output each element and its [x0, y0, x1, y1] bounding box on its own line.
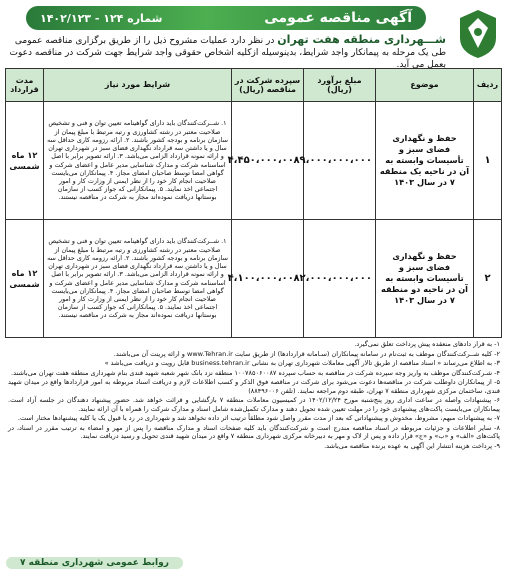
col-deposit: سپرده شرکت در مناقصه (ریال): [232, 69, 304, 102]
tender-table: [5, 68, 502, 338]
note-item: ۵- از پیمانکاران داوطلب شرکت در مناقصه‌ها دعوت می‌شود برای شرکت در مناقصه فوق الذکر و کسب اطلاعات لازم و دریافت اسناد مربوطه به امور قراردادها واقع در میدان شهید قندی، ساختمان مرکزی شهرداری منطقه ۷ تهران، طبقه دوم مراجعه نمایند. (تلفن ۸۸۴۹۶۰۰۶): [8, 378, 500, 395]
row-subject: حفظ و نگهداری فضای سبز و تأسیسات وابسته به آن در ناحیه دو منطقه ۷ در سال ۱۴۰۳: [376, 220, 474, 338]
col-estimate: مبلغ برآورد (ریال): [304, 69, 376, 102]
notice-title: آگهی مناقصه عمومی: [264, 10, 412, 26]
note-item: ۱- به قرار دادهای منعقده پیش پرداخت تعلق نمی‌گیرد.: [354, 340, 500, 348]
col-subject: موضوع: [376, 69, 474, 102]
org-name: شـــهرداری منطقه هفت تهران: [277, 33, 446, 46]
notice-number: شماره ۱۲۴ - ۱۴۰۲/۱۲۳: [40, 11, 163, 25]
row-conditions: ۱. شــرکت‌کنندگان باید دارای گواهینامه تعیین توان و فنی و تشخیص صلاحیت معتبر در رشته کشاورزی و رتبه مرتبط با مبلغ پیمان از سازمان برنامه و بودجه کشور باشند. ۲. ارائه رزومه کاری حداقل سه سال و یا داشتن سه قرارداد نگهداری فضای سبز در شهرداری تهران و ارائه نمونه قرارداد الزامی می‌باشد. ۳. ارائه تصویر برابر با اصل اساسنامه شرکت و مدارک شناسایی مدیر عامل و اعضای شرکت و گواهی امضا توسط صاحبان امضای مجاز. ۴. پیمانکاران می‌بایست صلاحیت انجام کار خود را از نظر ایمنی از وزارت کار و امور اجتماعی اخذ نمایند. ۵. پیمانکارانی که جواز کسب از سازمان بوستانها دریافت نموده‌اند مجاز به شرکت در مناقصه نیستند.: [44, 220, 232, 338]
note-item: ۳- به اطلاع می‌رساند « اسناد مناقصه از طریق تالار آگهی معاملات شهرداری تهران به نشانی business.tehran.ir قابل رویت و دریافت می‌باشد »: [104, 359, 500, 367]
col-duration: مدت قرارداد: [6, 69, 44, 102]
org-intro: [6, 34, 446, 71]
row-conditions: ۱. شــرکت‌کنندگان باید دارای گواهینامه تعیین توان و فنی و تشخیص صلاحیت معتبر در رشته کشاورزی و رتبه مرتبط با مبلغ پیمان از سازمان برنامه و بودجه کشور باشند. ۲. ارائه رزومه کاری حداقل سه سال و یا داشتن سه قرارداد نگهداری فضای سبز در شهرداری تهران و ارائه نمونه قرارداد الزامی می‌باشد. ۳. ارائه تصویر برابر با اصل اساسنامه شرکت و مدارک شناسایی مدیر عامل و اعضای شرکت و گواهی امضا توسط صاحبان امضای مجاز. ۴. پیمانکاران می‌بایست صلاحیت انجام کار خود را از نظر ایمنی از وزارت کار و امور اجتماعی اخذ نمایند. ۵. پیمانکارانی که جواز کسب از سازمان بوستانها دریافت نموده‌اند مجاز به شرکت در مناقصه نیستند.: [44, 102, 232, 220]
row-subject: حفظ و نگهداری فضای سبز و تأسیسات وابسته به آن در ناحیه یک منطقه ۷ در سال ۱۴۰۳: [376, 102, 474, 220]
row-duration: ۱۲ ماه شمسی: [6, 220, 44, 338]
municipality-logo-icon: [456, 8, 500, 60]
row-deposit: ۴،۴۵۰،۰۰۰،۰۰۰: [232, 102, 304, 220]
row-number: ۱: [474, 102, 502, 220]
note-item: ۶- پیشنهادات واصله در ساعت اداری روز پنج‌شنبه مورخ ۱۴۰۲/۱۲/۲۴ در کمیسیون معاملات منطقه ۷ بازگشایی و قرائت خواهد شد. حضور پیشنهاد دهندگان در جلسه آزاد است. پیمانکاران می‌بایست پاکت‌های پیشنهادی خود را در مهلت تعیین شده تحویل دهند و مدارک تکمیل‌شده شامل اسناد و مدارک شرکت را همراه با آن ارائه نمایند.: [8, 396, 501, 413]
note-item: ۴- شـرکت‌کنندگان موظف به واریز وجه سپرده شرکت در مناقصه به حساب سپرده ۱۰۰۷۸۵۰۶۰۰۸۷ منطقه نزد بانک شهر شعبه شهید قندی بنام شهرداری منطقه هفت تهران می‌باشند.: [11, 368, 500, 377]
public-relations-signature: روابط عمومی شهرداری منطقه ۷: [6, 557, 183, 569]
row-estimate: ۸۲،۰۰۰،۰۰۰،۰۰۰: [304, 220, 376, 338]
note-item: ۷- به پیشنهادات مبهم، مشروط، مخدوش و پیشنهاداتی که بعد از مدت مقرر واصل شود مطلقاً ترتیب اثر داده نخواهد شد و شهرداری در رد یا قبول یک یا کلیه پیشنهادها مختار است.: [17, 414, 500, 422]
note-item: ۸- سایر اطلاعات و جزئیات مربوطه در اسناد مناقصه مندرج است و شرکت‌کنندگان باید کلیه صفحات اسناد و مدارک مناقصه را پس از مهر و امضاء به ترتیب مقرر در اسناد، در پاکت‌های «الف» و «ب» و «ج» قرار داده و پس از لاک و مهر به دبیرخانه مرکزی شهرداری منطقه ۷ واقع در میدان شهید قندی تحویل و رسید دریافت نمایند.: [8, 423, 500, 440]
row-estimate: ۸۹،۰۰۰،۰۰۰،۰۰۰: [304, 102, 376, 220]
note-item: ۹- پرداخت هزینه انتشار این آگهی به عهده برنده مناقصه می‌باشد.: [324, 441, 500, 450]
notice-footer: [6, 554, 502, 572]
table-row: [6, 102, 502, 220]
table-header-row: [6, 69, 502, 102]
note-item: ۲- کلیه شــرکت‌کنندگان موظف به ثبت‌نام در سامانه پیمانکاران (سـامانه قرارداد‌ها) از طریق سایت www.Tehran.ir و ارائه پرینت آن می‌باشند.: [113, 349, 500, 358]
row-deposit: ۴،۱۰۰،۰۰۰،۰۰۰: [232, 220, 304, 338]
row-duration: ۱۲ ماه شمسی: [6, 102, 44, 220]
table-row: [6, 220, 502, 338]
notice-banner: [26, 6, 426, 30]
row-number: ۲: [474, 220, 502, 338]
notice-notes: [6, 340, 502, 450]
col-row: ردیف: [474, 69, 502, 102]
col-conditions: شرایط مورد نیاز: [44, 69, 232, 102]
intro-text: در نظر دارد عملیات مشروح ذیل را از طریق برگزاری مناقصه عمومی طی یک مرحله به پیمانکار واجد شرایط، بدینوسیله ازکلیه اشخاص حقوقی واجد شرایط جهت شرکت در مناقصه دعوت بعمل می آید.: [9, 36, 446, 70]
notice-header: [6, 4, 502, 68]
